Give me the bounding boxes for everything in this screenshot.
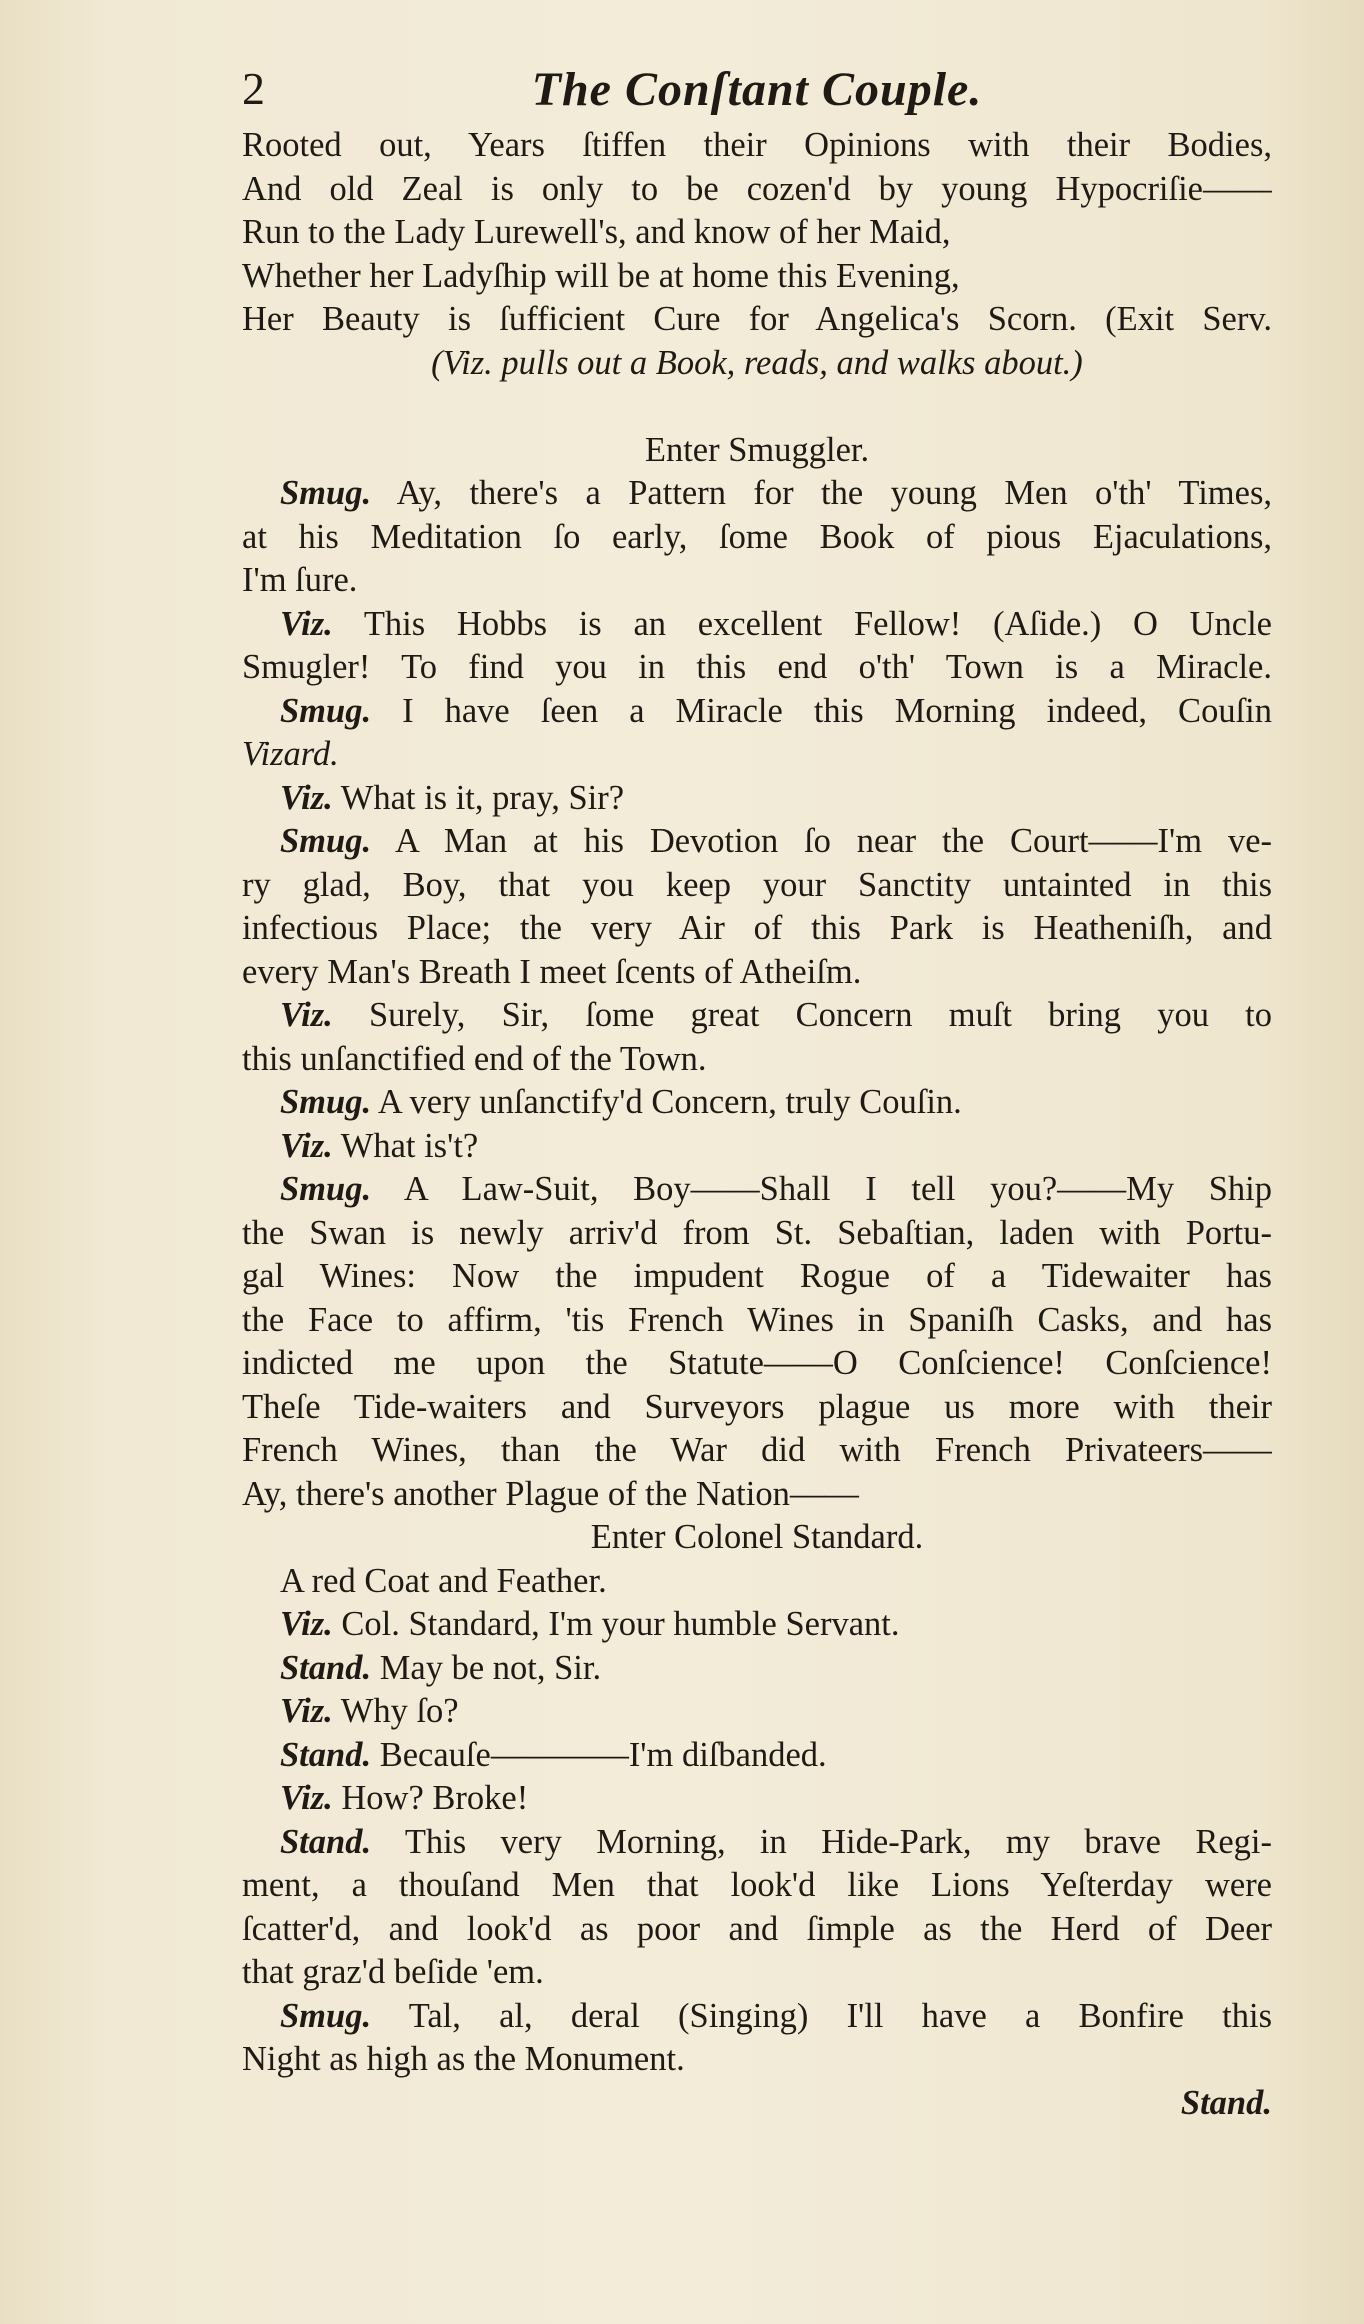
- speaker-prefix: Viz.: [280, 778, 333, 817]
- text-line: And old Zeal is only to be cozen'd by young Hypocriſie——: [242, 169, 1272, 208]
- speech-line: Viz. Why ſo?: [280, 1692, 459, 1730]
- text-line: gal Wines: Now the impudent Rogue of a Tidewaiter has: [242, 1257, 1272, 1295]
- speech-line: A red Coat and Feather.: [280, 1561, 607, 1600]
- speaker-prefix: Smug.: [280, 1083, 372, 1121]
- speaker-prefix: Smug.: [280, 1996, 372, 2035]
- stage-direction: Enter Colonel Standard.: [590, 1518, 924, 1556]
- text-line: ry glad, Boy, that you keep your Sanctity untainted in this: [242, 865, 1272, 904]
- catchword: Stand.: [1180, 2083, 1272, 2122]
- stage-direction: (Viz. pulls out a Book, reads, and walks about.): [431, 343, 1083, 382]
- text-line: ſcatter'd, and look'd as poor and ſimple as the Herd of Deer: [242, 1909, 1272, 1948]
- text-line: Smugler! To find you in this end o'th' Town is a Miracle.: [242, 648, 1272, 686]
- speech-line: Viz. How? Broke!: [280, 1779, 529, 1817]
- speech-line: Smug. I have ſeen a Miracle this Morning indeed, Couſin: [280, 691, 1272, 730]
- text-line: every Man's Breath I meet ſcents of Atheiſm.: [242, 952, 862, 991]
- page-body: [242, 124, 1272, 2125]
- text-line: Run to the Lady Lurewell's, and know of her Maid,: [242, 213, 951, 251]
- speaker-prefix: Stand.: [280, 1735, 372, 1774]
- speech-line: Stand. This very Morning, in Hide-Park, my brave Regi-: [280, 1822, 1272, 1861]
- text-line: Vizard.: [242, 735, 339, 773]
- text-line: infectious Place; the very Air of this Park is Heatheniſh, and: [242, 909, 1272, 947]
- spacer: [242, 385, 1272, 429]
- speech-line: Viz. This Hobbs is an excellent Fellow! (Aſide.) O Uncle: [280, 604, 1272, 643]
- speech-line: Stand. May be not, Sir.: [280, 1648, 602, 1687]
- speech-line: Viz. Col. Standard, I'm your humble Servant.: [280, 1605, 900, 1643]
- speaker-prefix: Smug.: [280, 691, 372, 730]
- page-number: 2: [242, 63, 265, 114]
- speaker-prefix: Smug.: [280, 474, 372, 512]
- text-line: the Face to affirm, 'tis French Wines in Spaniſh Casks, and has: [242, 1300, 1272, 1339]
- speaker-prefix: Viz.: [280, 1779, 333, 1817]
- text-line: Night as high as the Monument.: [242, 2040, 685, 2078]
- speech-line: Stand. Becauſe————I'm diſbanded.: [280, 1735, 827, 1774]
- speech-line: Smug. Ay, there's a Pattern for the young Men o'th' Times,: [280, 474, 1272, 512]
- speaker-prefix: Smug.: [280, 1170, 372, 1208]
- text-line: French Wines, than the War did with French Privateers——: [242, 1431, 1272, 1469]
- text-line: at his Meditation ſo early, ſome Book of pious Ejaculations,: [242, 517, 1272, 556]
- speaker-prefix: Viz.: [280, 1605, 333, 1643]
- speech-line: Smug. A Law-Suit, Boy——Shall I tell you?——My Ship: [280, 1170, 1272, 1208]
- text-line: I'm ſure.: [242, 561, 358, 599]
- text-line: indicted me upon the Statute——O Conſcience! Conſcience!: [242, 1344, 1272, 1382]
- text-line: Her Beauty is ſufficient Cure for Angelica's Scorn. (Exit Serv.: [242, 300, 1272, 338]
- text-line: the Swan is newly arriv'd from St. Sebaſtian, laden with Portu-: [242, 1213, 1272, 1252]
- speech-line: Viz. What is it, pray, Sir?: [280, 778, 625, 817]
- speaker-prefix: Viz.: [280, 1692, 333, 1730]
- stage-direction: Enter Smuggler.: [644, 430, 870, 469]
- speaker-prefix: Stand.: [280, 1822, 372, 1861]
- speaker-prefix: Stand.: [280, 1648, 372, 1687]
- speech-line: Smug. A very unſanctify'd Concern, truly Couſin.: [280, 1083, 962, 1121]
- speaker-prefix: Smug.: [280, 822, 372, 860]
- speech-line: Viz. Surely, Sir, ſome great Concern muſt bring you to: [280, 996, 1272, 1034]
- speech-line: Smug. A Man at his Devotion ſo near the Court——I'm ve-: [280, 822, 1272, 860]
- text-line: ment, a thouſand Men that look'd like Lions Yeſterday were: [242, 1866, 1272, 1904]
- speech-line: Viz. What is't?: [280, 1126, 479, 1165]
- running-title: The Conſtant Couple.: [531, 63, 983, 116]
- speaker-prefix: Viz.: [280, 1126, 333, 1165]
- text-line: Whether her Ladyſhip will be at home this Evening,: [242, 256, 960, 295]
- speaker-prefix: Viz.: [280, 604, 333, 643]
- speaker-prefix: Viz.: [280, 996, 333, 1034]
- page-header: [242, 62, 1272, 122]
- speech-line: Smug. Tal, al, deral (Singing) I'll have a Bonfire this: [280, 1996, 1272, 2035]
- text-line: Theſe Tide-waiters and Surveyors plague us more with their: [242, 1387, 1272, 1426]
- text-line: this unſanctified end of the Town.: [242, 1039, 707, 1078]
- text-line: that graz'd beſide 'em.: [242, 1953, 544, 1991]
- text-line: Ay, there's another Plague of the Nation——: [242, 1474, 859, 1513]
- text-line: Rooted out, Years ſtiffen their Opinions with their Bodies,: [242, 126, 1272, 164]
